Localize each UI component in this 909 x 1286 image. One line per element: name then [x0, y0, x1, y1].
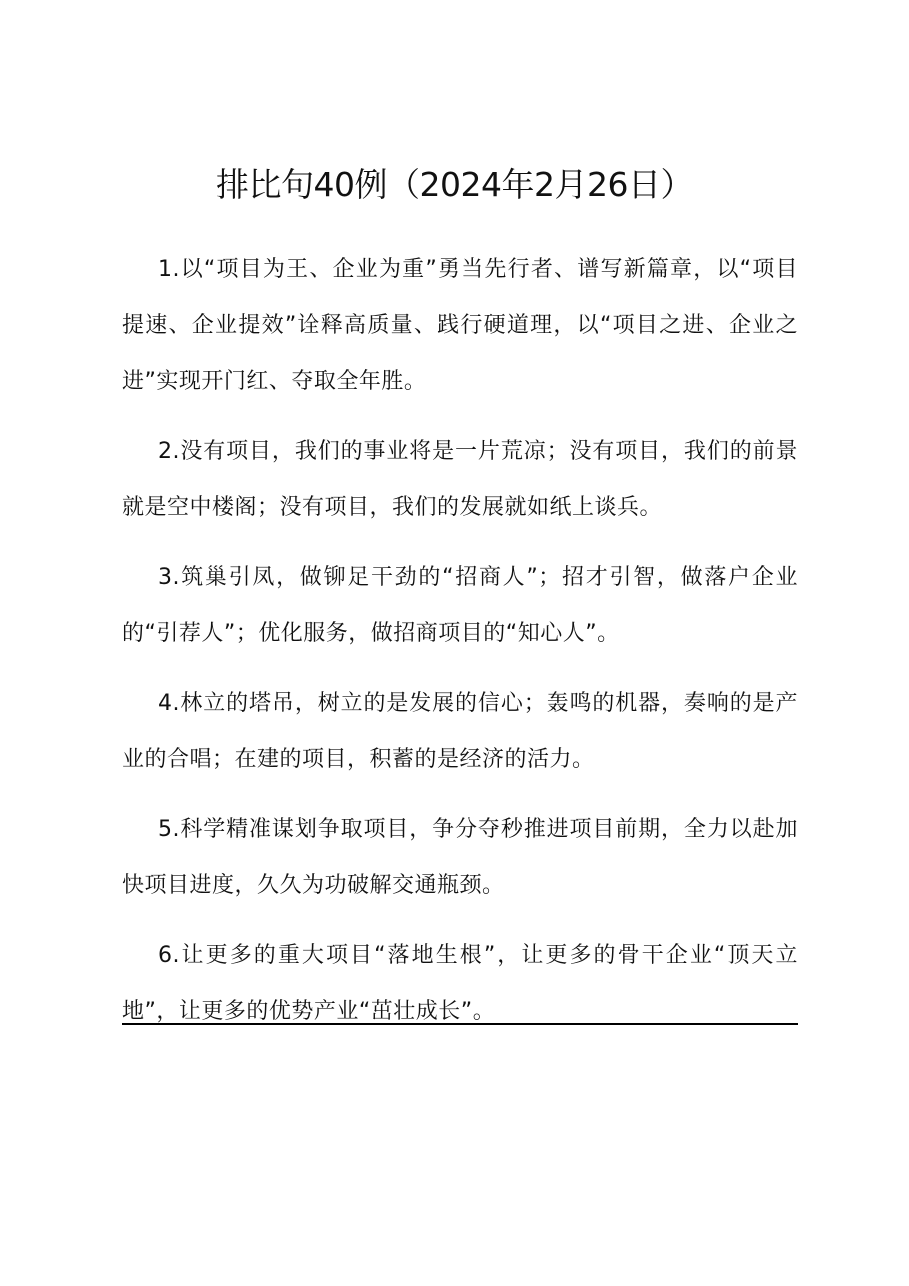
paragraph-5: 5.科学精准谋划争取项目，争分夺秒推进项目前期，全力以赴加快项目进度，久久为功破解交通瓶颈。 — [122, 817, 798, 898]
paragraph-1: 1.以“项目为王、企业为重”勇当先行者、谱写新篇章，以“项目提速、企业提效”诠释高质量、践行硬道理，以“项目之进、企业之进”实现开门红、夺取全年胜。 — [122, 257, 798, 394]
paragraph-6: 6.让更多的重大项目“落地生根”，让更多的骨干企业“顶天立地”，让更多的优势产业“茁壮成长”。 — [122, 943, 798, 1024]
paragraph-2: 2.没有项目，我们的事业将是一片荒凉；没有项目，我们的前景就是空中楼阁；没有项目，我们的发展就如纸上谈兵。 — [122, 439, 798, 520]
document-title: 排比句40例（2024年2月26日） — [216, 165, 693, 204]
paragraph-4: 4.林立的塔吊，树立的是发展的信心；轰鸣的机器，奏响的是产业的合唱；在建的项目，积蓄的是经济的活力。 — [122, 691, 798, 772]
paragraph-3: 3.筑巢引凤，做铆足干劲的“招商人”；招才引智，做落户企业的“引荐人”；优化服务，做招商项目的“知心人”。 — [122, 565, 798, 646]
horizontal-rule — [122, 1023, 798, 1025]
document-body — [122, 242, 798, 1054]
